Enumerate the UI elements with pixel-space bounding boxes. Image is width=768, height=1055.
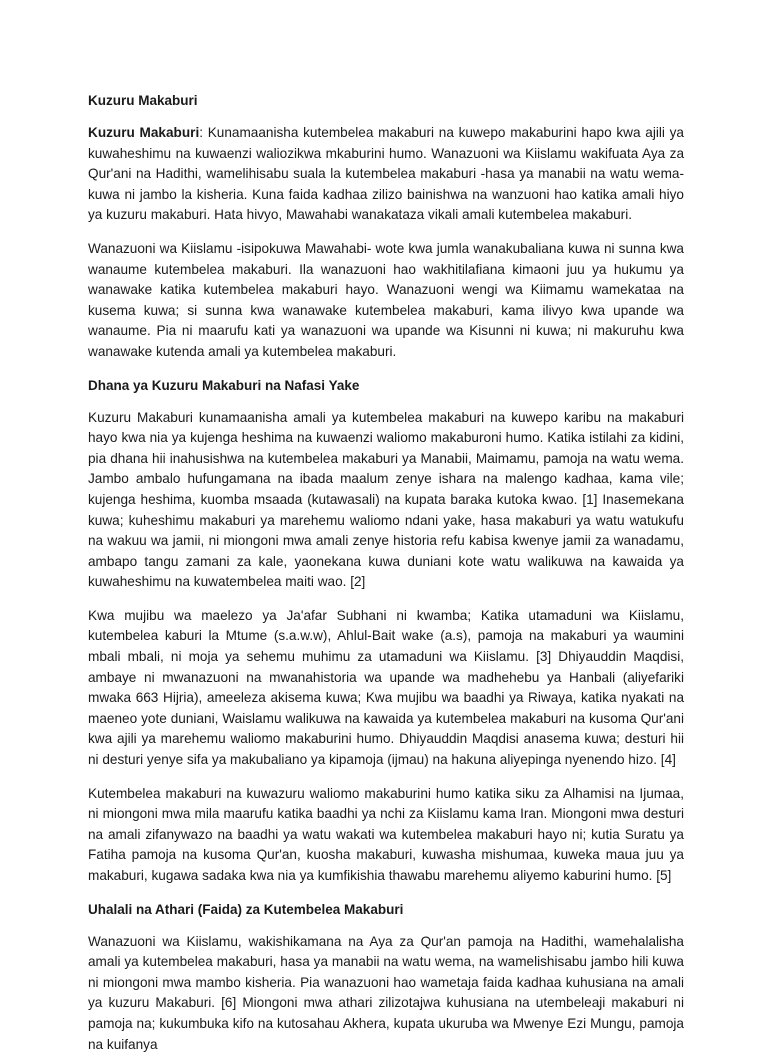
paragraph-dhana-1: Kuzuru Makaburi kunamaanisha amali ya kutembelea makaburi na kuwepo karibu na makaburi hayo kwa nia ya kujenga heshima na kuwaenzi waliomo makaburoni humo. Katika istilahi za kidini, pia dhana hii inahusishwa na kutembelea makaburi ya Manabii, Maimamu, pamoja na watu wema. Jambo ambalo hufungamana na ibada maalum zenye ishara na malengo kadhaa, kama vile; kujenga heshima, kuomba msaada (kutawasali) na kupata baraka kutoka kwao. [1] Inasemekana kuwa; kuheshimu makaburi ya marehemu waliomo ndani yake, hasa makaburi ya watu watukufu na wakuu wa jamii, ni miongoni mwa amali zenye historia refu kabisa kwenye jamii za wanadamu, ambapo tangu zamani za kale, yaonekana kuwa duniani kote watu walikuwa na kawaida ya kuwaheshimu na kuwatembelea maiti wao. [2]: [88, 409, 684, 590]
paragraph-uhalali-1: Wanazuoni wa Kiislamu, wakishikamana na Aya za Qur'an pamoja na Hadithi, wamehalalisha amali ya kutembelea makaburi, hasa ya manabii na watu wema, na wamelishisabu jambo hili kuwa ni miongoni mwa mambo kisheria. Pia wanazuoni hao wametaja faida kadhaa kuhusiana na amali ya kuzuru Makaburi. [6] Miongoni mwa athari zilizotajwa kuhusiana na utembeleaji makaburi ni pamoja na; kukumbuka kifo na kutosahau Akhera, kupata ukuruba wa Mwenye Ezi Mungu, pamoja na kuifanya: [88, 933, 684, 1052]
intro-text: : Kunamaanisha kutembelea makaburi na kuwepo makaburini hapo kwa ajili ya kuwaheshimu na kuwaenzi waliozikwa mkaburini humo. Wanazuoni wa Kiislamu wakifuata Aya za Qur'ani na Hadithi, wamelihisabu suala la kutembelea makaburi -hasa ya manabii na watu wema- kuwa ni jambo la kisheria. Kuna faida kadhaa zilizo bainishwa na wanzuoni hao katika amali hiyo ya kuzuru makaburi. Hata hivyo, Mawahabi wanakataza vikali amali kutembelea makaburi.: [88, 125, 684, 223]
intro-paragraph: [88, 123, 684, 226]
paragraph-dhana-2: Kwa mujibu wa maelezo ya Ja'afar Subhani ni kwamba; Katika utamaduni wa Kiislamu, kutembelea kaburi la Mtume (s.a.w.w), Ahlul-Bait wake (a.s), pamoja na makaburi ya waumini mbali mbali, ni moja ya sehemu muhimu za utamaduni wa Kiislamu. [3] Dhiyauddin Maqdisi, ambaye ni mwanazuoni na mwanahistoria wa upande wa madhehebu ya Hanbali (aliyefariki mwaka 663 Hijria), ameeleza akisema kuwa; Kwa mujibu wa baadhi ya Riwaya, katika nyakati na maeneo yote duniani, Waislamu walikuwa na kawaida ya kutembelea makaburi na kusoma Qur'ani kwa ajili ya marehemu waliomo makaburini humo. Dhiyauddin Maqdisi anasema kuwa; desturi hii ni desturi yenye sifa ya makubaliano ya kipamoja (ijmau) na hakuna aliyepinga nyenendo hizo. [4]: [88, 607, 684, 768]
paragraph-sunna: Wanazuoni wa Kiislamu -isipokuwa Mawahabi- wote kwa jumla wanakubaliana kuwa ni sunna kwa wanaume kutembelea makaburi. Ila wanazuoni hao wakhitilafiana kimaoni juu ya hukumu ya wanawake katika kutembelea makaburi hayo. Wanazuoni wengi wa Kiimamu wamekataa na kusema kuwa; si sunna kwa wanawake kutembelea makaburi, kama ilivyo kwa upande wa wanaume. Pia ni maarufu kati ya wanazuoni wa upande wa Kisunni ni kuwa; ni makuruhu kwa wanawake kutenda amali ya kutembelea makaburi.: [88, 240, 684, 359]
section-heading-dhana: Dhana ya Kuzuru Makaburi na Nafasi Yake: [88, 377, 360, 393]
document-title: Kuzuru Makaburi: [88, 93, 198, 108]
intro-term: Kuzuru Makaburi: [88, 125, 200, 140]
section-heading-uhalali: Uhalali na Athari (Faida) za Kutembelea Makaburi: [88, 901, 404, 917]
paragraph-dhana-3: Kutembelea makaburi na kuwazuru waliomo makaburini humo katika siku za Alhamisi na Ijumaa, ni miongoni mwa mila maarufu katika baadhi ya nchi za Kiislamu kama Iran. Miongoni mwa desturi na amali zifanywazo na baadhi ya watu wakati wa kutembelea makaburi hayo ni; kutia Suratu ya Fatiha pamoja na kusoma Qur'an, kuosha makaburi, kuwasha mishumaa, kuweka maua juu ya makaburi, kugawa sadaka kwa nia ya kumfikishia thawabu marehemu aliyemo kaburini humo. [5]: [88, 785, 684, 883]
